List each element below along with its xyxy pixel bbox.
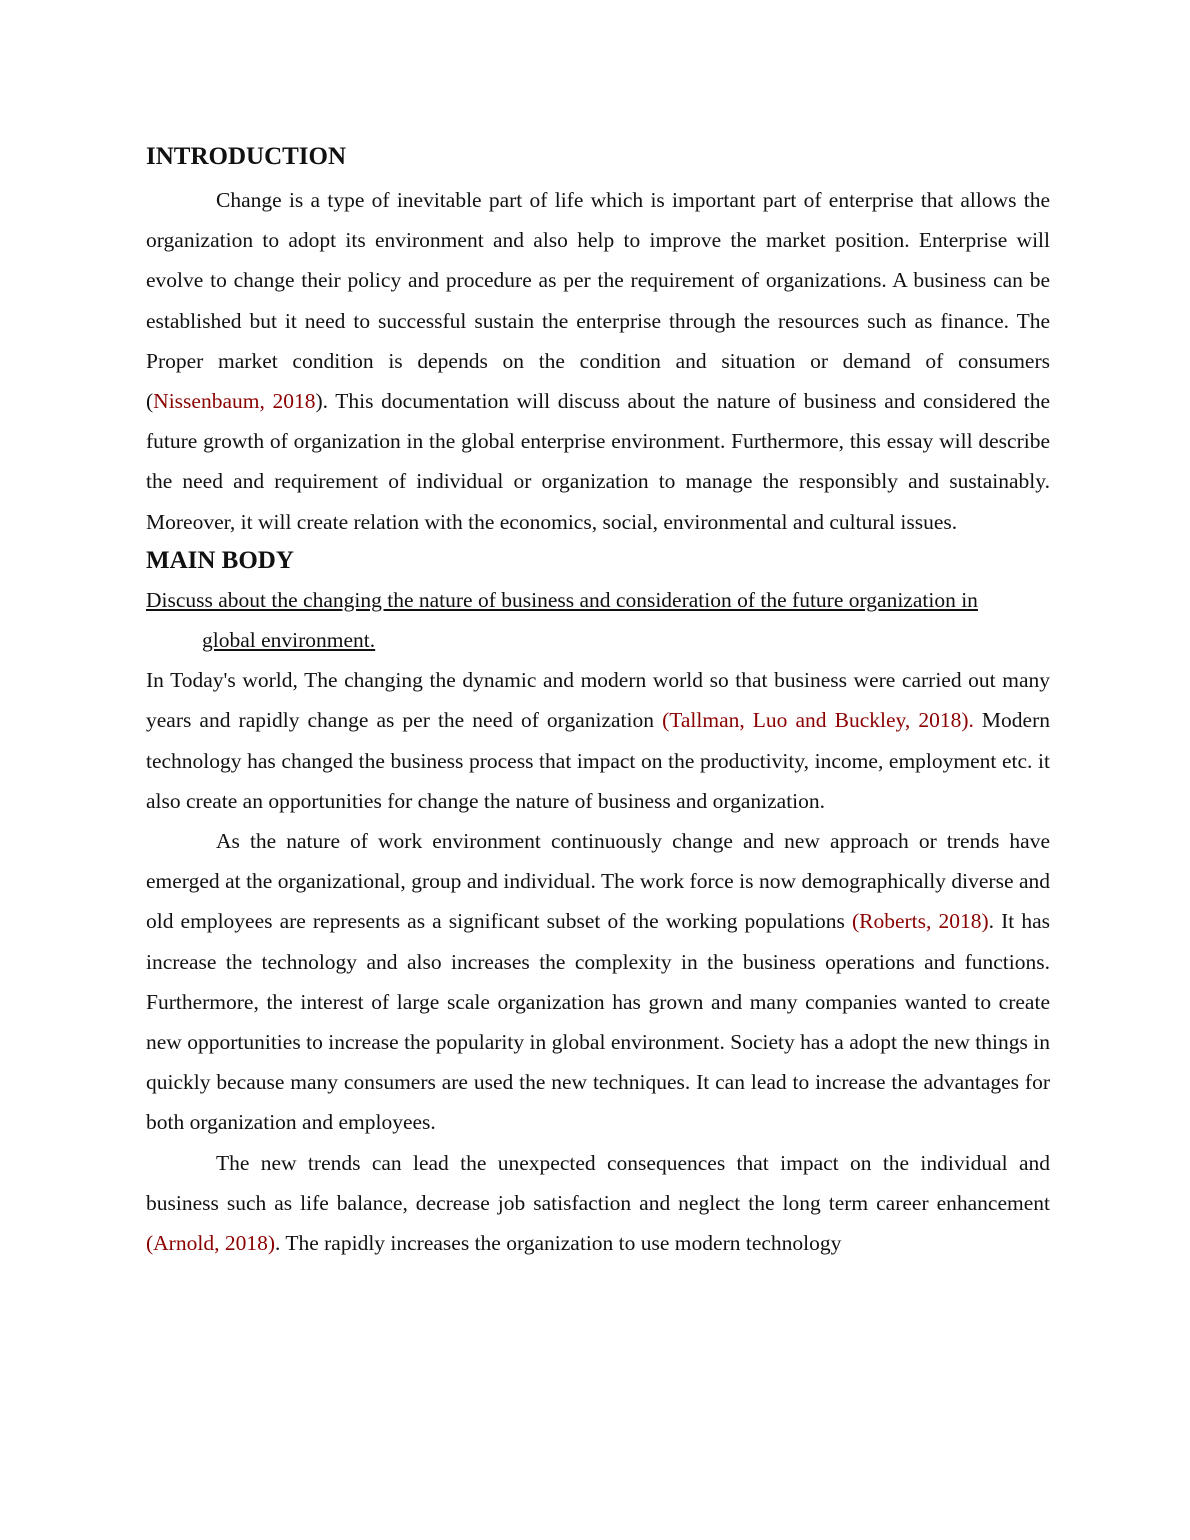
main-body-heading: MAIN BODY	[146, 546, 294, 574]
subheading-line-1: Discuss about the changing the nature of business and consideration of the future organization in	[146, 587, 978, 612]
introduction-paragraph	[146, 180, 1050, 542]
p1-text-part1: In Today's world, The changing the dynamic and modern world so that business were carried out many years and rapidly change as per the need of organization	[146, 668, 1050, 733]
subheading-line-2: global environment.	[202, 628, 376, 653]
p2-text-part2: . It has increase the technology and also increases the complexity in the business operations and functions. Furthermore, the interest of large scale organization has grown and many companies wanted to create new opportunities to increase the popularity in global environment. Society has a adopt the new things in quickly because many consumers are used the new techniques. It can lead to increase the advantages for both organization and employees.	[146, 909, 1050, 1135]
p3-text-part1: The new trends can lead the unexpected consequences that impact on the individual and business such as life balance, decrease job satisfaction and neglect the long term career enhancement	[146, 1150, 1050, 1215]
introduction-heading: INTRODUCTION	[146, 143, 347, 170]
citation-nissenbaum: Nissenbaum, 2018	[153, 389, 316, 414]
intro-text-part2: ). This documentation will discuss about the nature of business and considered the future growth of organization in the global enterprise environment. Furthermore, this essay will describe the need and requirement of individual or organization to manage the responsibly and sustainably. Moreover, it will create relation with the economics, social, environmental and cultural issues.	[146, 389, 1051, 534]
citation-tallman: (Tallman, Luo and Buckley, 2018).	[662, 708, 974, 733]
intro-text-part1: Change is a type of inevitable part of life which is important part of enterprise that allows the organization to adopt its environment and also help to improve the market position. Enterprise will evolve to change their policy and procedure as per the requirement of organizations. A business can be established but it need to successful sustain the enterprise through the resources such as finance. The Proper market condition is depends on the condition and situation or demand of consumers (	[146, 188, 1050, 414]
citation-arnold: (Arnold, 2018)	[146, 1231, 275, 1256]
body-paragraph-1	[146, 660, 1050, 821]
section-subheading	[146, 580, 1050, 660]
p2-text-part1: As the nature of work environment continuously change and new approach or trends have emerged at the organizational, group and individual. The work force is now demographically diverse and old employees are represents as a significant subset of the working populations	[146, 829, 1050, 934]
body-paragraph-3	[146, 1143, 1050, 1264]
body-paragraph-2	[146, 821, 1050, 1143]
p3-text-part2: . The rapidly increases the organization to use modern technology	[274, 1231, 842, 1256]
citation-roberts: (Roberts, 2018)	[851, 909, 989, 934]
p1-text-part2: Modern technology has changed the business process that impact on the productivity, income, employment etc. it also create an opportunities for change the nature of business and organization.	[146, 708, 1050, 813]
document-page	[146, 138, 1050, 1263]
